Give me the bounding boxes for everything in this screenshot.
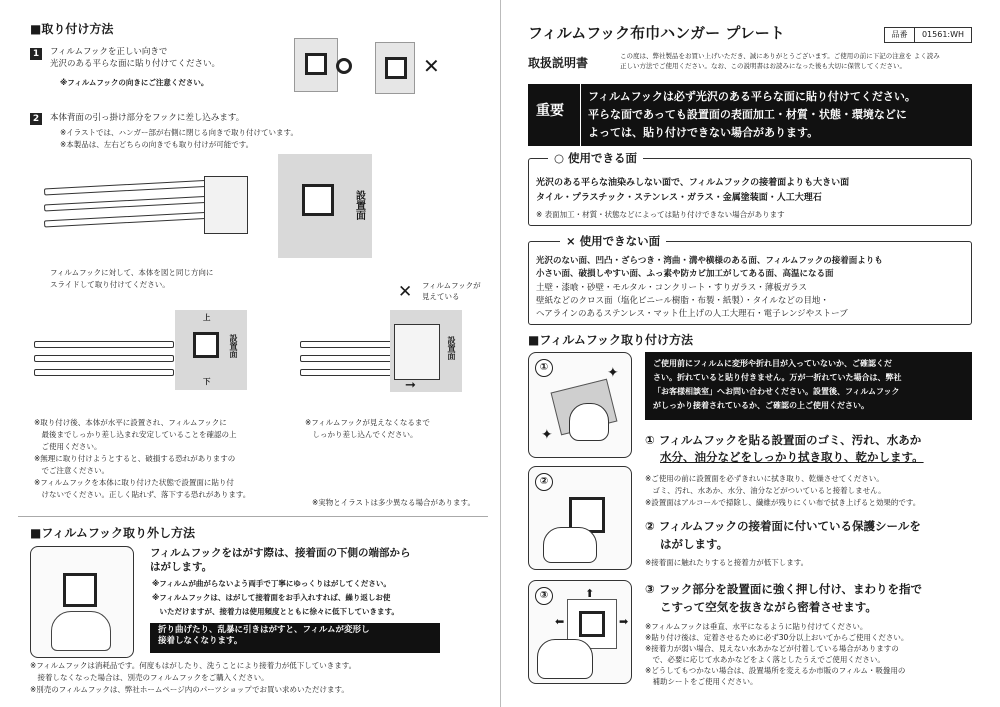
removal-warning-box: 折り曲げたり、乱暴に引きはがすと、フィルムが変形し 接着しなくなります。 (150, 623, 440, 653)
surface-label-wrong: 設置面 (447, 336, 456, 360)
step1-title-line1: ① フィルムフックを貼る設置面のゴミ、汚れ、水あか (645, 433, 922, 447)
section-divider (18, 516, 488, 517)
bottom-label: 下 (203, 377, 211, 386)
usable-line2: タイル・プラスチック・ステンレス・ガラス・金属塗装面・人工大理石 (536, 193, 822, 203)
panel-divider (500, 0, 501, 707)
product-code-value: 01561:WH (921, 30, 965, 39)
step2-note2: ※本製品は、左右どちらの向きでも取り付けが可能です。 (60, 140, 254, 149)
step2-note1: ※イラストでは、ハンガー部が右側に閉じる向きで取り付けています。 (60, 128, 298, 137)
step2-title-line1: ② フィルムフックの接着面に付いている保護シールを (645, 519, 921, 533)
unusable-line3: 土壁・漆喰・砂壁・モルタル・コンクリート・すりガラス・薄板ガラス (536, 283, 807, 293)
step1-title-line2: 水分、油分などをしっかり拭き取り、乾かします。 (660, 450, 924, 464)
hook-wrong-illustration (375, 42, 415, 94)
step2-line1: 本体背面の引っ掛け部分をフックに差し込みます。 (50, 113, 245, 123)
mounted-hanger-illustration (34, 335, 184, 383)
removal-main2: はがします。 (150, 561, 213, 573)
step2-number: 2 (30, 113, 42, 125)
removal-note3: いただけますが、接着力は使用頻度とともに徐々に低下していきます。 (152, 607, 399, 616)
wrong-x-icon-2: ✕ (398, 282, 413, 302)
step2-badge: ② (535, 473, 553, 491)
step2-peel-illustration (528, 466, 632, 570)
important-line1: フィルムフックは必ず光沢のある平らな面に貼り付けてください。 (588, 90, 916, 103)
install-method-title: ■取り付け方法 (30, 22, 114, 36)
product-code-box (884, 27, 972, 43)
step3-title-line1: ③ フック部分を設置面に強く押し付け、まわりを指で (645, 582, 922, 596)
product-title: フィルムフック布巾ハンガー プレート (528, 24, 785, 42)
slide-arrow-icon: ➞ (405, 378, 416, 393)
hook-correct-illustration (294, 38, 338, 92)
pre-use-warning-box: ご使用前にフィルムに変形や折れ目が入っていないか、ご確認くだ さい。折れていると貼り付きません。万が一折れていた場合は、弊社 「お客様相談室」へお問い合わせください。設置後、フィルムフック がしっかり接着されているか、ご確認の上ご使用ください。 (645, 352, 972, 420)
usable-title: ○ 使用できる面 (548, 151, 643, 165)
wrong-x-icon: ✕ (423, 54, 440, 78)
step3-title-line2: こすって空気を抜きながら密着させます。 (660, 600, 877, 614)
product-code-label: 品番 (885, 28, 915, 42)
important-box (528, 84, 972, 146)
install-surface-label: 設置面 (353, 190, 365, 220)
visible-hook-label2: 見えている (422, 292, 460, 301)
intro-line2: 正しい方法でご使用ください。なお、この説明書はお読みになった後も大切に保管してください。 (620, 62, 906, 70)
step1-line1: フィルムフックを正しい向きで (50, 47, 168, 57)
step3-press-illustration: ③ ⬆ ➡ ⬅ (528, 580, 632, 684)
usable-note: ※ 表面加工・材質・状態などによっては貼り付けできない場合があります (536, 210, 785, 219)
surface-label-small: 設置面 (229, 334, 238, 358)
unusable-title: × 使用できない面 (560, 234, 666, 248)
step2-title-line2: はがします。 (660, 537, 729, 551)
important-line3: よっては、貼り付けできない場合があります。 (588, 126, 819, 139)
illustration-note: ※実物とイラストは多少異なる場合があります。 (312, 498, 475, 507)
unusable-line1: 光沢のない面、凹凸・ざらつき・湾曲・溝や横様のある面、フィルムフックの接着面よりも (536, 256, 883, 266)
removal-note2: ※フィルムフックは、はがして接着面をお手入れすれば、繰り返しお使 (152, 593, 391, 602)
slide-text1: フィルムフックに対して、本体を図と同じ方向に (50, 268, 214, 277)
step2-note: ※接着面に触れたりすると接着力が低下します。 (645, 558, 809, 567)
step1-wipe-illustration: ① ✦ ✦ (528, 352, 632, 458)
hanger-illustration (44, 176, 249, 236)
slide-text2: スライドして取り付けてください。 (50, 280, 170, 289)
intro-line1: この度は、弊社製品をお買い上げいただき、誠にありがとうございます。ご使用の前に下記の注意を よく読み (620, 52, 940, 60)
manual-label: 取扱説明書 (528, 56, 589, 70)
unusable-line4: 壁紙などのクロス面（塩化ビニール樹脂・布製・紙製）・タイルなどの目地・ (536, 296, 829, 306)
unusable-line2: 小さい面、破損しやすい面、ふっ素や防カビ加工がしてある面、高温になる面 (536, 269, 834, 279)
removal-method-title: ■フィルムフック取り外し方法 (30, 526, 196, 540)
removal-main1: フィルムフックをはがす際は、接着面の下側の端部から (150, 547, 411, 559)
step1-note: ※フィルムフックの向きにご注意ください。 (60, 78, 209, 87)
important-line2: 平らな面であっても設置面の表面加工・材質・状態・環境などに (588, 108, 907, 121)
correct-circle-icon (336, 58, 352, 74)
film-hook-install-title: ■フィルムフック取り付け方法 (528, 333, 694, 347)
step1-line2: 光沢のある平らな面に貼り付けてください。 (50, 59, 221, 69)
visible-hook-label1: フィルムフックが (422, 281, 481, 290)
top-label: 上 (203, 313, 211, 322)
important-label: 重要 (536, 103, 564, 119)
removal-illustration (30, 546, 134, 658)
step1-badge: ① (535, 359, 553, 377)
step1-number: 1 (30, 48, 42, 60)
usable-line1: 光沢のある平らな油染みしない面で、フィルムフックの接着面よりも大きい面 (536, 178, 850, 188)
removal-note1: ※フィルムが曲がらないよう両手で丁寧にゆっくりはがしてください。 (152, 579, 391, 588)
unusable-line5: ヘアラインのあるステンレス・マット仕上げの人工大理石・電子レンジやストーブ (536, 309, 848, 319)
step3-badge: ③ (535, 587, 553, 605)
